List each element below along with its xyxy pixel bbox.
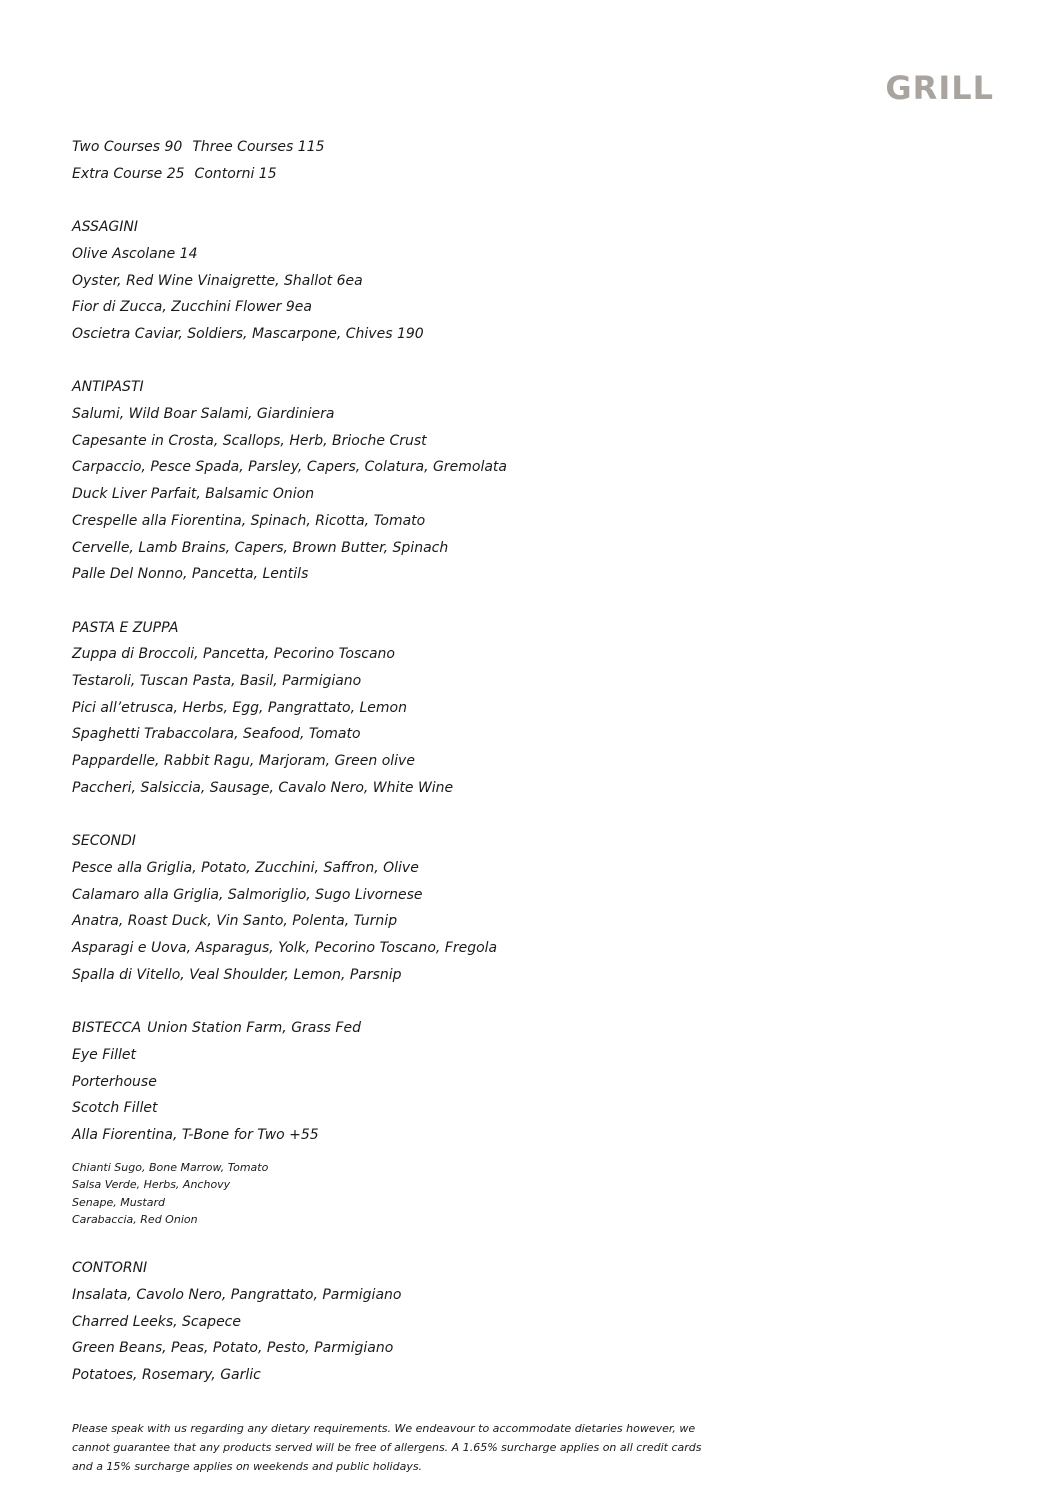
menu-item: Olive Ascolane 14 [72,245,198,262]
sauce-item: Salsa Verde, Herbs, Anchovy [72,1178,231,1192]
section-pasta-e-zuppa [72,615,972,802]
section-contorni [72,1255,972,1389]
menu-item: Pesce alla Griglia, Potato, Zucchini, Saffron, Olive [72,859,419,876]
menu-item: Green Beans, Peas, Potato, Pesto, Parmigiano [72,1340,394,1357]
menu-item: Crespelle alla Fiorentina, Spinach, Ricotta, Tomato [72,512,426,529]
section-heading: CONTORNI [72,1260,148,1277]
price-contorni: Contorni 15 [194,165,277,182]
menu-item: Fior di Zucca, Zucchini Flower 9ea [72,299,312,316]
section-heading: PASTA E ZUPPA [72,619,179,636]
dietary-surcharge-note: Please speak with us regarding any dietary requirements. We endeavour to accommodate dietaries however, we cannot guarantee that any products served will be free of allergens. A 1.65% surcharge applies on all credit cards and a 15% surcharge applies on weekends and public holidays. [72,1422,702,1473]
menu-item: Anatra, Roast Duck, Vin Santo, Polenta, Turnip [72,913,398,930]
grill-logo: GRILL [885,69,994,107]
menu-item: Potatoes, Rosemary, Garlic [72,1367,261,1384]
menu-item: Pici all’etrusca, Herbs, Egg, Pangrattato, Lemon [72,699,407,716]
menu-item: Carpaccio, Pesce Spada, Parsley, Capers, Colatura, Gremolata [72,459,507,476]
pricing-line-2 [72,161,972,188]
menu-item: Scotch Fillet [72,1100,158,1117]
price-extra-course: Extra Course 25 [72,165,185,182]
section-bistecca [72,1015,972,1229]
menu-item: Spaghetti Trabaccolara, Seafood, Tomato [72,726,361,743]
section-heading: SECONDI [72,833,136,850]
price-three-courses: Three Courses 115 [192,139,325,155]
price-two-courses: Two Courses 90 [72,139,183,155]
menu-body [72,134,972,1389]
menu-item: Insalata, Cavolo Nero, Pangrattato, Parmigiano [72,1287,402,1304]
section-heading: ASSAGINI [72,219,139,236]
sauce-item: Carabaccia, Red Onion [72,1213,198,1227]
menu-item: Duck Liver Parfait, Balsamic Onion [72,486,315,503]
section-heading: ANTIPASTI [72,379,144,396]
menu-item: Asparagi e Uova, Asparagus, Yolk, Pecorino Toscano, Fregola [72,940,498,957]
menu-item: Cervelle, Lamb Brains, Capers, Brown Butter, Spinach [72,539,449,556]
menu-item: Salumi, Wild Boar Salami, Giardiniera [72,406,335,422]
sauce-item: Senape, Mustard [72,1195,165,1209]
menu-item: Palle Del Nonno, Pancetta, Lentils [72,566,309,583]
menu-item: Zuppa di Broccoli, Pancetta, Pecorino Toscano [72,646,395,663]
menu-item: Calamaro alla Griglia, Salmoriglio, Sugo Livornese [72,886,423,903]
sauce-item: Chianti Sugo, Bone Marrow, Tomato [72,1160,269,1174]
pricing-line-1 [72,134,972,161]
section-heading-row [72,1015,972,1042]
menu-item: Spalla di Vitello, Veal Shoulder, Lemon, Parsnip [72,966,402,983]
menu-item: Capesante in Crosta, Scallops, Herb, Brioche Crust [72,432,427,449]
menu-item: Pappardelle, Rabbit Ragu, Marjoram, Green olive [72,753,415,770]
menu-item: Eye Fillet [72,1046,137,1063]
menu-item: Paccheri, Salsiccia, Sausage, Cavalo Nero, White Wine [72,779,454,796]
menu-item: Charred Leeks, Scapece [72,1313,241,1330]
menu-item: Oyster, Red Wine Vinaigrette, Shallot 6ea [72,272,363,289]
menu-item: Porterhouse [72,1073,157,1090]
sauce-list [72,1159,972,1229]
menu-item: Oscietra Caviar, Soldiers, Mascarpone, Chives 190 [72,325,424,342]
menu-item: Alla Fiorentina, T-Bone for Two +55 [72,1126,319,1143]
section-heading: BISTECCA [72,1020,142,1037]
section-secondi [72,828,972,988]
section-antipasti [72,374,972,588]
section-assagini [72,214,972,348]
section-heading-note: Union Station Farm, Grass Fed [147,1020,361,1037]
menu-item: Testaroli, Tuscan Pasta, Basil, Parmigiano [72,673,362,690]
